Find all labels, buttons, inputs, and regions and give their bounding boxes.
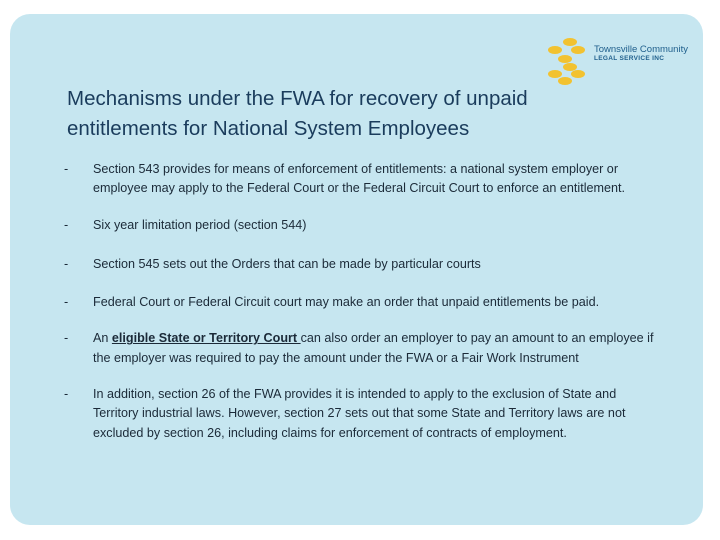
bullet-marker: - (64, 387, 69, 402)
bullet-marker: - (64, 217, 69, 232)
bullet-item (64, 385, 664, 443)
bullet-text: Section 543 provides for means of enforcement of entitlements: a national system employer or employee may apply to the Federal Court or the Federal Circuit Court to enforce an entitlement. (93, 162, 625, 196)
bullet-text (93, 329, 664, 368)
bullet-item (64, 216, 664, 235)
bullet-item (64, 329, 664, 368)
bullet-text: Six year limitation period (section 544) (93, 217, 307, 232)
slide (10, 14, 703, 525)
bullet-list (64, 160, 664, 443)
logo-org-subtitle: LEGAL SERVICE INC (594, 55, 665, 63)
bullet-text: Federal Court or Federal Circuit court may make an order that unpaid entitlements be paid. (93, 295, 600, 310)
bullet-text: Section 545 sets out the Orders that can be made by particular courts (93, 256, 481, 271)
bullet-text-before: An (93, 331, 112, 346)
logo-mark-icon (538, 36, 590, 86)
logo-text (594, 45, 688, 63)
logo-org-name: Townsville Community (594, 44, 688, 55)
bullet-item (64, 293, 664, 312)
bullet-item (64, 255, 664, 274)
bullet-marker: - (64, 331, 69, 346)
organization-logo (538, 36, 698, 86)
bullet-item (64, 160, 664, 199)
slide-title: Mechanisms under the FWA for recovery of unpaid entitlements for National System Employees (67, 87, 528, 140)
bullet-marker: - (64, 256, 69, 271)
bullet-marker: - (64, 295, 69, 310)
bullet-marker: - (64, 162, 69, 176)
eligible-court-link[interactable]: eligible State or Territory Court (111, 331, 301, 346)
bullet-text-after: can also order an employer to pay an amount to an employee if the employer was required to pay the amount under the FWA or a Fair Work Instrument (93, 331, 654, 365)
bullet-text: In addition, section 26 of the FWA provides it is intended to apply to the exclusion of State and Territory industrial laws. However, section 27 sets out that some State and Territory laws are not excluded by section 26, including claims for enforcement of contracts of employment. (93, 387, 626, 440)
